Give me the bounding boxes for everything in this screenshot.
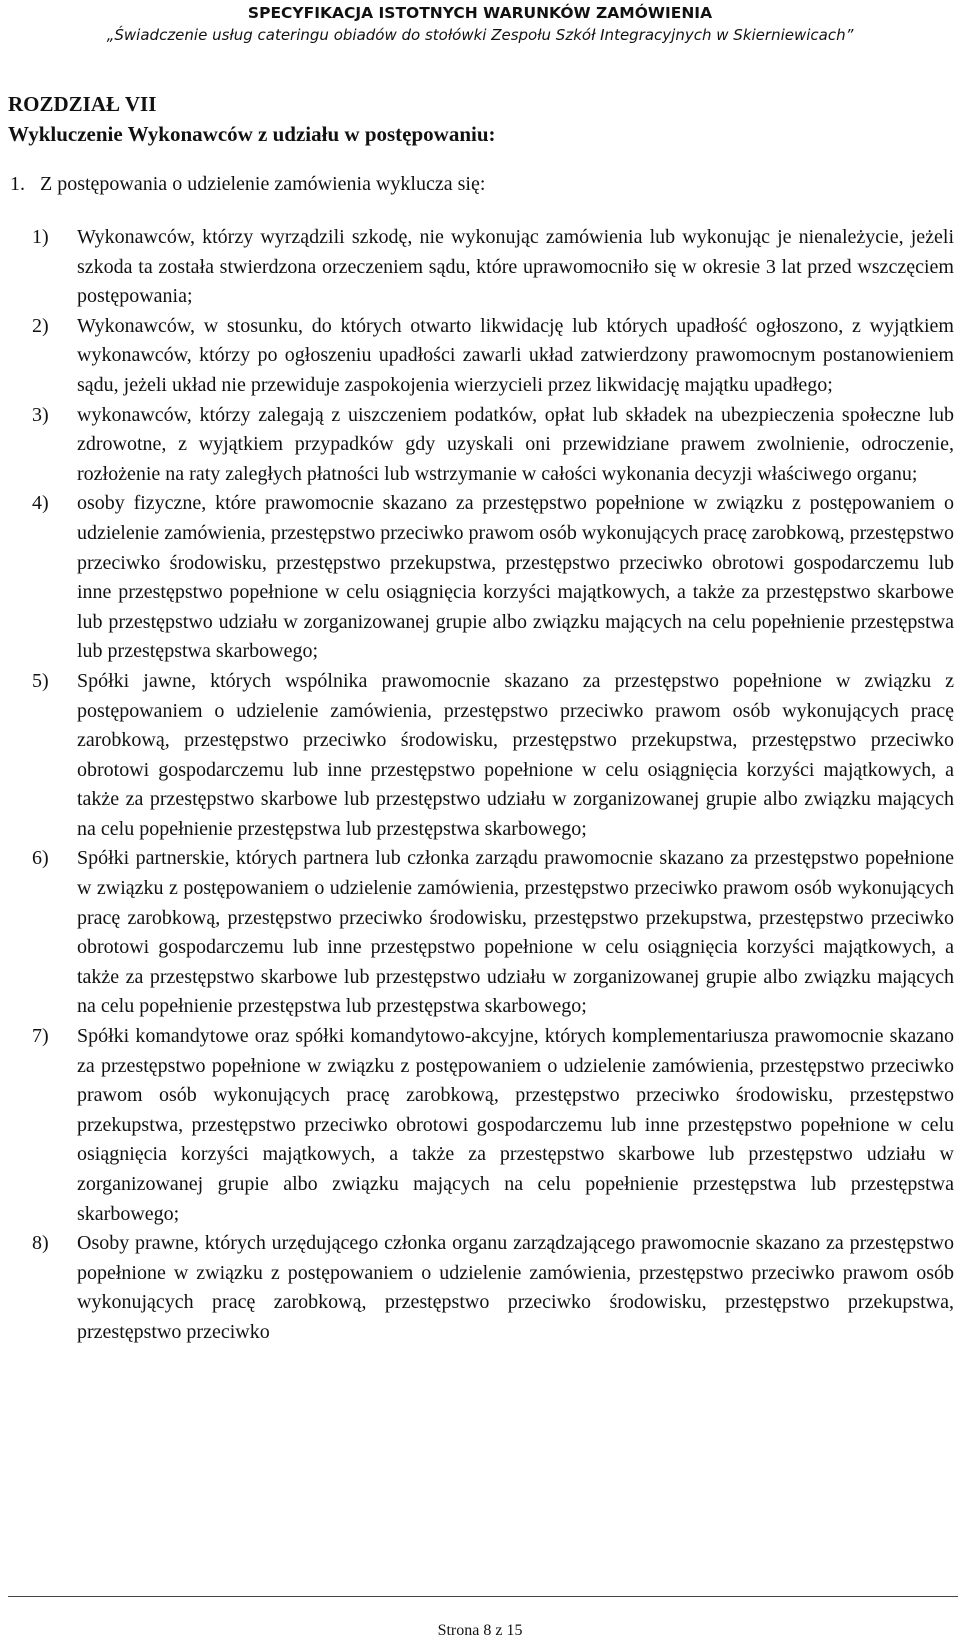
list-item-text: wykonawców, którzy zalegają z uiszczeniem podatków, opłat lub składek na ubezpieczenia społeczne lub zdrowotne, z wyjątkiem przypadków gdy uzyskali oni przewidziane prawem zwolnienie, odroczenie, rozłożenie na raty zaległych płatności lub wstrzymanie w całości wykonania decyzji właściwego organu;: [77, 403, 954, 485]
list-item-number: 4): [32, 492, 49, 515]
intro-text: Z postępowania o udzielenie zamówienia wyklucza się:: [40, 173, 486, 195]
list-item-number: 5): [32, 669, 49, 692]
list-item: [8, 223, 958, 312]
list-item-number: 3): [32, 403, 49, 426]
list-item: [8, 1022, 958, 1229]
list-item-text: Wykonawców, w stosunku, do których otwarto likwidację lub których upadłość ogłoszono, z wyjątkiem wykonawców, którzy po ogłoszeniu upadłości zawarli układ zatwierdzony prawomocnym postanowieniem sądu, jeżeli układ nie przewiduje zaspokojenia wierzycieli przez likwidację majątku upadłego;: [77, 314, 954, 396]
list-item-number: 8): [32, 1232, 49, 1255]
list-item: [8, 667, 958, 845]
list-item-number: 7): [32, 1025, 49, 1048]
header-subtitle: „Świadczenie usług cateringu obiadów do stołówki Zespołu Szkół Integracyjnych w Skierniewicach”: [106, 26, 854, 44]
list-item: [8, 1229, 958, 1347]
document-header: [0, 0, 960, 46]
list-item: [8, 312, 958, 401]
list-item-text: Osoby prawne, których urzędującego członka organu zarządzającego prawomocnie skazano za przestępstwo popełnione w związku z postępowaniem o udzielenie zamówienia, przestępstwo przeciwko prawom osób wykonujących pracę zarobkową, przestępstwo przeciwko środowisku, przestępstwo przekupstwa, przestępstwo przeciwko: [77, 1232, 954, 1343]
list-item-number: 2): [32, 314, 49, 337]
list-item-text: osoby fizyczne, które prawomocnie skazano za przestępstwo popełnione w związku z postępowaniem o udzielenie zamówienia, przestępstwo przeciwko prawom osób wykonujących pracę zarobkową, przestępstwo przeciwko środowisku, przestępstwo przekupstwa, przestępstwo przeciwko obrotowi gospodarczemu lub inne przestępstwo popełnione w celu osiągnięcia korzyści majątkowych, a także za przestępstwo skarbowe lub przestępstwo udziału w zorganizowanej grupie albo związku mających na celu popełnienie przestępstwa lub przestępstwa skarbowego;: [77, 492, 954, 663]
header-title: SPECYFIKACJA ISTOTNYCH WARUNKÓW ZAMÓWIENIA: [247, 4, 713, 22]
intro-number: 1.: [10, 173, 25, 195]
list-item: [8, 401, 958, 490]
list-item-number: 6): [32, 847, 49, 870]
list-item-number: 1): [32, 226, 49, 248]
list-item: [8, 844, 958, 1022]
list-item-text: Spółki komandytowe oraz spółki komandytowo-akcyjne, których komplementariusza prawomocnie skazano za przestępstwo popełnione w związku z postępowaniem o udzielenie zamówienia, przestępstwo przeciwko prawom osób wykonujących pracę zarobkową, przestępstwo przeciwko środowisku, przestępstwo przekupstwa, przestępstwo przeciwko obrotowi gospodarczemu lub inne przestępstwo popełnione w celu osiągnięcia korzyści majątkowych, a także za przestępstwo skarbowe lub przestępstwo udziału w zorganizowanej grupie albo związku mających na celu popełnienie przestępstwa lub przestępstwa skarbowego;: [77, 1025, 954, 1225]
chapter-heading: ROZDZIAŁ VII: [8, 92, 157, 116]
intro-paragraph: [8, 169, 958, 199]
footer-divider: [8, 1596, 958, 1597]
list-item-text: Wykonawców, którzy wyrządzili szkodę, nie wykonując zamówienia lub wykonując je nienależycie, jeżeli szkoda ta została stwierdzona orzeczeniem sądu, które uprawomocniło się w okresie 3 lat przed wszczęciem postępowania;: [77, 226, 954, 308]
list-item: [8, 489, 958, 667]
exclusion-list: [8, 223, 958, 1348]
document-body: [8, 89, 958, 1348]
page-number: Strona 8 z 15: [437, 1622, 523, 1639]
section-title: Wykluczenie Wykonawców z udziału w postępowaniu:: [8, 122, 496, 146]
list-item-text: Spółki partnerskie, których partnera lub członka zarządu prawomocnie skazano za przestępstwo popełnione w związku z postępowaniem o udzielenie zamówienia, przestępstwo przeciwko prawom osób wykonujących pracę zarobkową, przestępstwo przeciwko środowisku, przestępstwo przekupstwa, przestępstwo przeciwko obrotowi gospodarczemu lub inne przestępstwo popełnione w celu osiągnięcia korzyści majątkowych, a także za przestępstwo skarbowe lub przestępstwo udziału w zorganizowanej grupie albo związku mających na celu popełnienie przestępstwa lub przestępstwa skarbowego;: [77, 847, 954, 1018]
list-item-text: Spółki jawne, których wspólnika prawomocnie skazano za przestępstwo popełnione w związku z postępowaniem o udzielenie zamówienia, przestępstwo przeciwko prawom osób wykonujących pracę zarobkową, przestępstwo przeciwko środowisku, przestępstwo przekupstwa, przestępstwo przeciwko obrotowi gospodarczemu lub inne przestępstwo popełnione w celu osiągnięcia korzyści majątkowych, a także za przestępstwo skarbowe lub przestępstwo udziału w zorganizowanej grupie albo związku mających na celu popełnienie przestępstwa lub przestępstwa skarbowego;: [77, 669, 954, 840]
